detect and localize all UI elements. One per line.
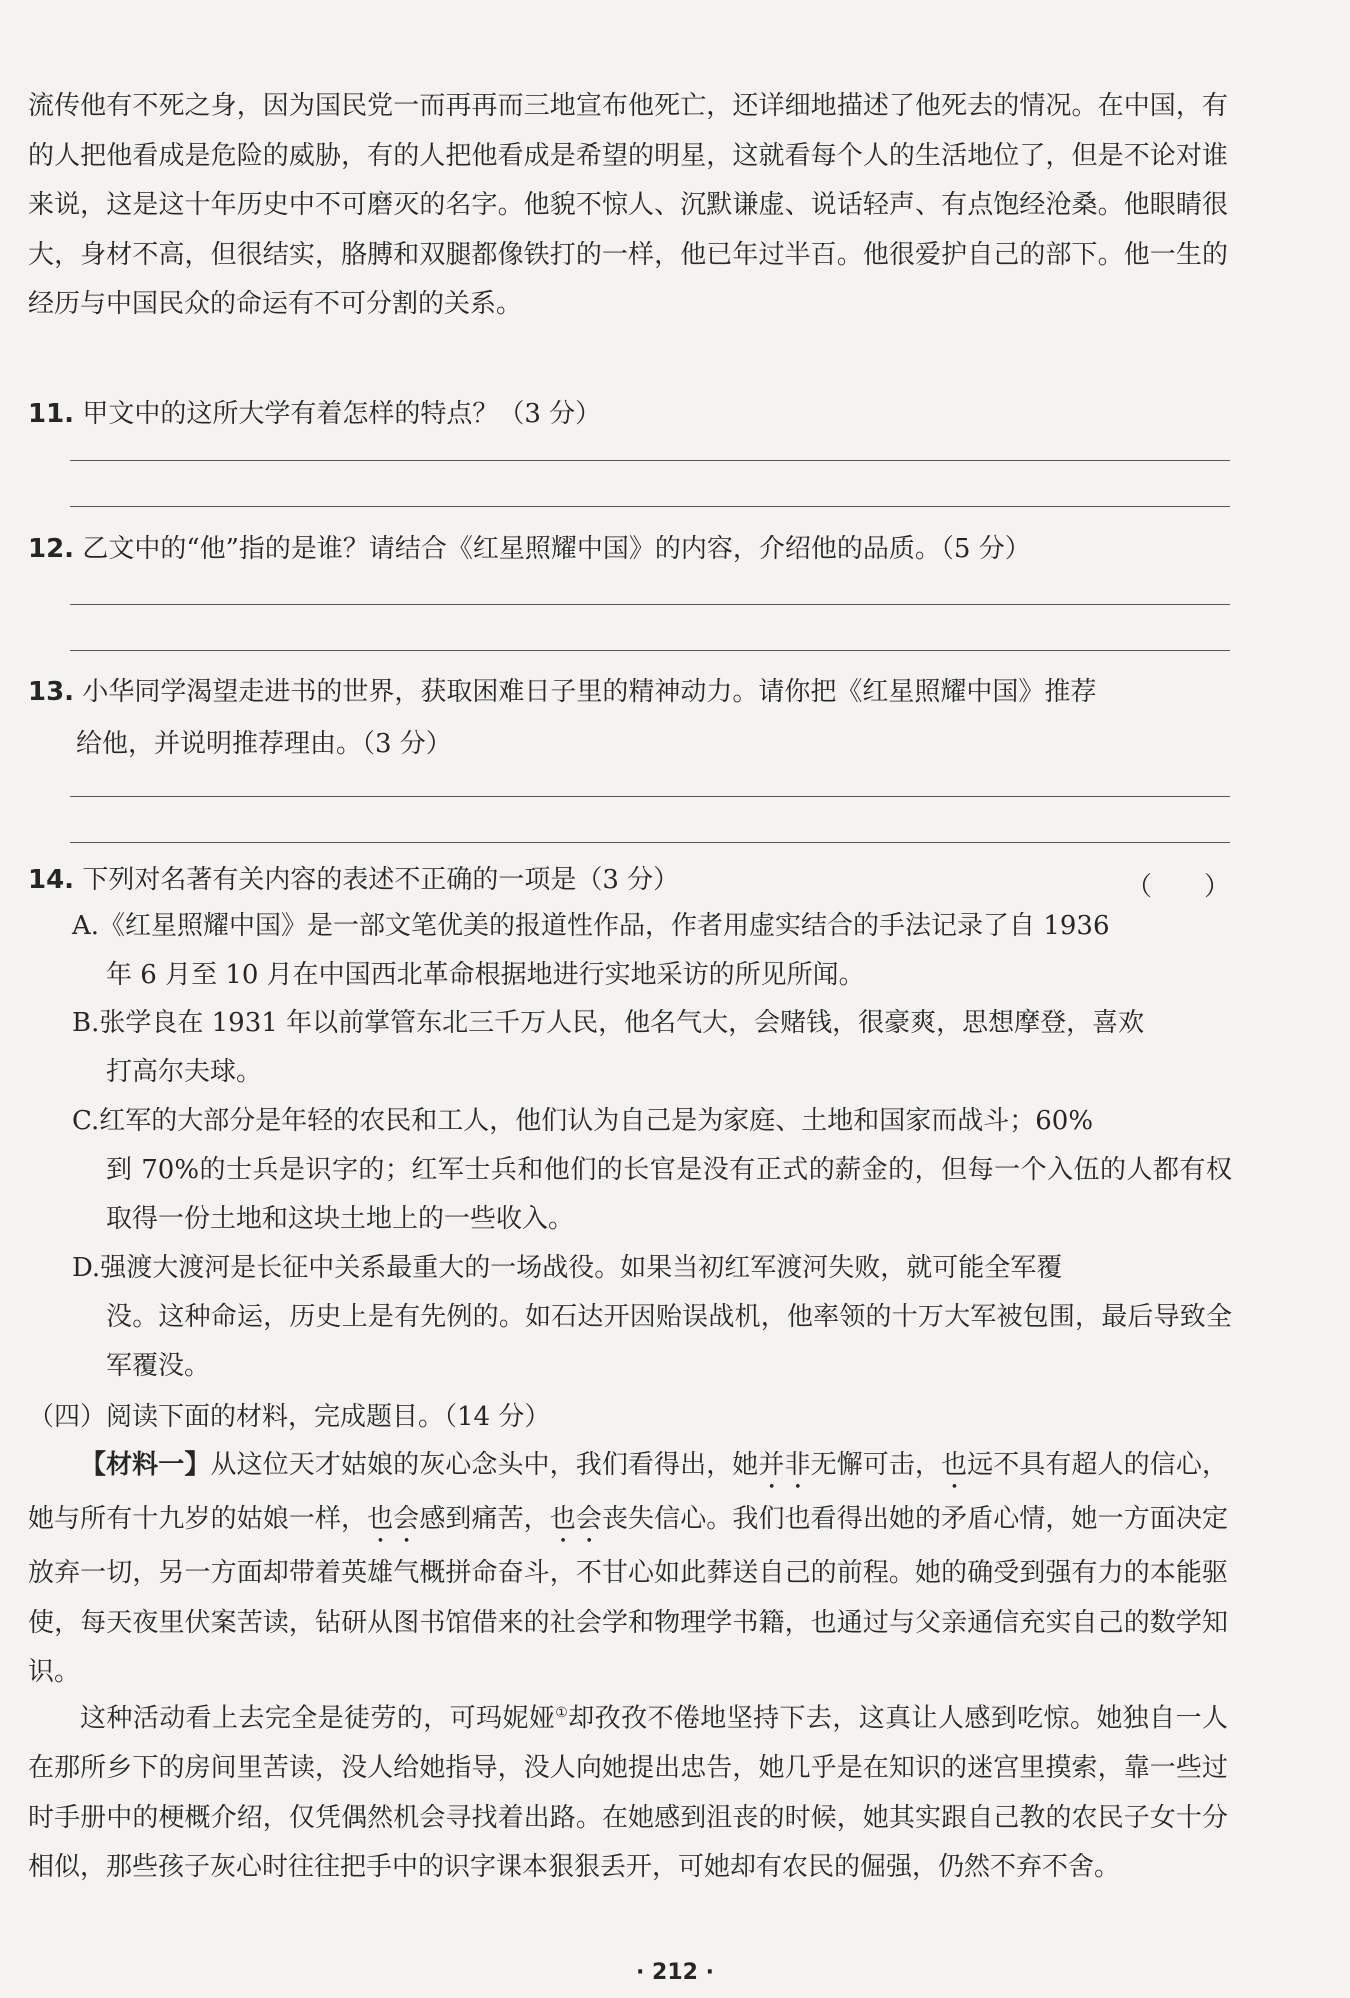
- text-run: 无懈可击，: [810, 1450, 942, 1480]
- question-14: [28, 854, 1238, 906]
- answer-line[interactable]: [70, 796, 1230, 797]
- question-text: 下列对名著有关内容的表述不正确的一项是（3 分）: [82, 865, 680, 895]
- answer-line[interactable]: [70, 650, 1230, 651]
- option-text: 张学良在 1931 年以前掌管东北三千万人民，他名气大，会赌钱，很豪爽，思想摩登，喜欢: [99, 1008, 1145, 1038]
- emphasis-text: 并非: [758, 1450, 811, 1480]
- section-heading: （四）阅读下面的材料，完成题目。（14 分）: [28, 1402, 551, 1432]
- option-text-cont: 年 6 月至 10 月在中国西北革命根据地进行实地采访的所见所闻。: [106, 960, 865, 990]
- page-number: · 212 ·: [636, 1960, 714, 1985]
- option-text-cont: 没。这种命运，历史上是有先例的。如石达开因贻误战机，他率领的十万大军被包围，最后导致全军覆没。: [106, 1302, 1232, 1381]
- option-text: 《红星照耀中国》是一部文笔优美的报道性作品，作者用虚实结合的手法记录了自 1936: [99, 911, 1110, 941]
- question-text: 小华同学渴望走进书的世界，获取困难日子里的精神动力。请你把《红星照耀中国》推荐: [82, 677, 1097, 707]
- answer-line[interactable]: [70, 506, 1230, 507]
- question-text: 甲文中的这所大学有着怎样的特点？（3 分）: [82, 399, 602, 429]
- question-number: 11.: [28, 399, 75, 429]
- material-label: 【材料一】: [80, 1450, 211, 1480]
- option-d[interactable]: [72, 1244, 1232, 1391]
- text-run: 从这位天才姑娘的灰心念头中，我们看得出，她: [210, 1450, 759, 1480]
- option-label: C.: [72, 1106, 100, 1136]
- option-b[interactable]: [72, 999, 1232, 1097]
- text-run: 丧失信心。我们也看得出她的矛盾心情，她一方面决定放弃一切，另一方面却带着英雄气概拼命奋斗，不甘心如此葬送自己的前程。她的确受到强有力的本能驱使，每天夜里伏案苦读，钻研从图书馆借来的社会学和物理学书籍，也通过与父亲通信充实自己的数学知识。: [28, 1504, 1228, 1687]
- text-run: 远不具有超人的信心，她与所有十九岁的姑娘一样，: [28, 1450, 1228, 1534]
- answer-paren[interactable]: （ ）: [1125, 872, 1230, 902]
- option-label: B.: [72, 1008, 100, 1038]
- question-number: 12.: [28, 534, 75, 564]
- answer-line[interactable]: [70, 460, 1230, 461]
- option-c[interactable]: [72, 1097, 1232, 1244]
- question-text-cont: 给他，并说明推荐理由。（3 分）: [76, 729, 452, 759]
- option-a[interactable]: [72, 902, 1232, 1000]
- answer-line[interactable]: [70, 604, 1230, 605]
- question-12: [28, 523, 1238, 575]
- question-11: [28, 388, 1238, 440]
- answer-line[interactable]: [70, 842, 1230, 843]
- option-text: 强渡大渡河是长征中关系最重大的一场战役。如果当初红军渡河失败，就可能全军覆: [100, 1253, 1063, 1283]
- option-text: 红军的大部分是年轻的农民和工人，他们认为自己是为家庭、土地和国家而战斗；60%: [99, 1106, 1094, 1136]
- emphasis-text: 也会: [367, 1504, 420, 1534]
- emphasis-text: 也: [941, 1450, 968, 1480]
- text-run: 这种活动看上去完全是徒劳的，可玛妮娅: [80, 1703, 556, 1734]
- text-run: 感到痛苦，: [419, 1504, 550, 1534]
- option-label: A.: [72, 911, 100, 941]
- option-text-cont: 到 70%的士兵是识字的；红军士兵和他们的长官是没有正式的薪金的，但每一个入伍的人都有权取得一份土地和这块土地上的一些收入。: [106, 1155, 1232, 1234]
- material-1-paragraph-2: [28, 1689, 1228, 1893]
- emphasis-text: 也会: [549, 1504, 602, 1534]
- question-number: 14.: [28, 865, 75, 895]
- passage-b-continuation: 流传他有不死之身，因为国民党一而再再而三地宣布他死亡，还详细地描述了他死去的情况。在中国，有的人把他看成是危险的威胁，有的人把他看成是希望的明星，这就看每个人的生活地位了，但是不论对谁来说，这是这十年历史中不可磨灭的名字。他貌不惊人、沉默谦虚、说话轻声、有点饱经沧桑。他眼睛很大，身材不高，但很结实，胳膊和双腿都像铁打的一样，他已年过半百。他很爱护自己的部下。他一生的经历与中国民众的命运有不可分割的关系。: [28, 91, 1228, 319]
- material-1-paragraph-1: [28, 1441, 1228, 1698]
- footnote-marker: ①: [555, 1705, 569, 1721]
- question-13: [28, 666, 1238, 770]
- question-number: 13.: [28, 677, 75, 707]
- question-text: 乙文中的“他”指的是谁？请结合《红星照耀中国》的内容，介绍他的品质。（5 分）: [82, 534, 1031, 564]
- text-run: 却孜孜不倦地坚持下去，这真让人感到吃惊。她独自一人在那所乡下的房间里苦读，没人给她指导，没人向她提出忠告，她几乎是在知识的迷宫里摸索，靠一些过时手册中的梗概介绍，仅凭偶然机会寻找着出路。在她感到沮丧的时候，她其实跟自己教的农民子女十分相似，那些孩子灰心时往往把手中的识字课本狠狠丢开，可她却有农民的倔强，仍然不弃不舍。: [28, 1703, 1228, 1883]
- option-text-cont: 打高尔夫球。: [106, 1057, 263, 1087]
- option-label: D.: [72, 1253, 101, 1283]
